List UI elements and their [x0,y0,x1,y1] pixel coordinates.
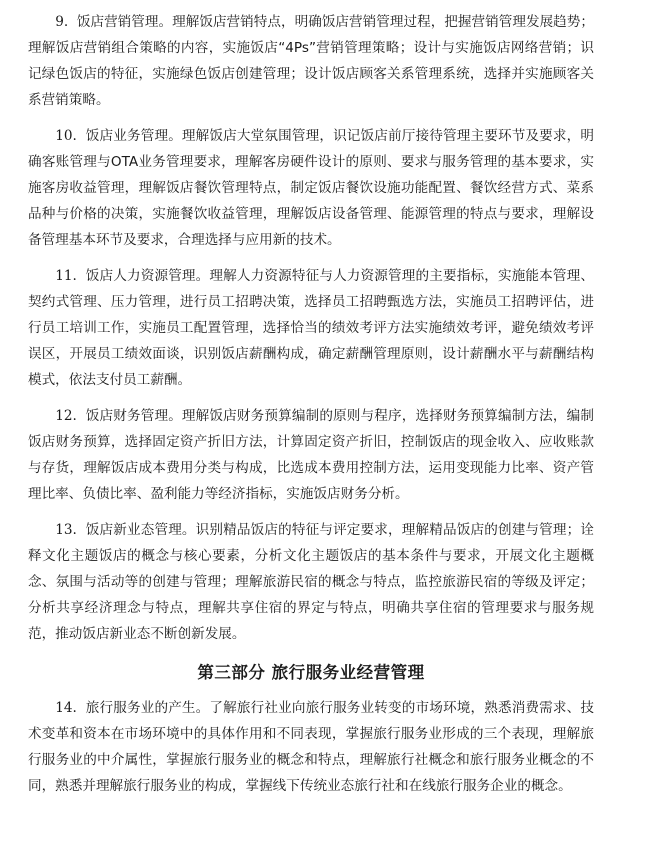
paragraph-text: 饭店营销管理。理解饭店营销特点，明确饭店营销管理过程，把握营销管理发展趋势；理解饭店营销组合策略的内容，实施饭店“4Ps”营销管理策略；设计与实施饭店网络营销；识记绿色饭店的特征，实施绿色饭店创建管理；设计饭店顾客关系管理系统，选择并实施顾客关系营销策略。 [28,14,594,108]
paragraph-number: 12. [55,408,77,424]
paragraph-11 [28,263,594,393]
paragraph-number: 9. [55,14,69,30]
paragraph-number: 11. [55,268,77,284]
paragraph-text: 饭店人力资源管理。理解人力资源特征与人力资源管理的主要指标，实施能本管理、契约式管理、压力管理，进行员工招聘决策，选择员工招聘甄选方法，实施员工招聘评估，进行员工培训工作，实施员工配置管理，选择恰当的绩效考评方法实施绩效考评，避免绩效考评误区，开展员工绩效面谈，识别饭店薪酬构成，确定薪酬管理原则，设计薪酬水平与薪酬结构模式，依法支付员工薪酬。 [28,268,594,388]
section-title: 第三部分 旅行服务业经营管理 [197,663,425,682]
paragraph-12 [28,403,594,507]
paragraph-number: 10. [55,128,77,144]
paragraph-14 [28,695,594,799]
paragraph-text: 饭店业务管理。理解饭店大堂氛围管理，识记饭店前厅接待管理主要环节及要求，明确客账管理与OTA业务管理要求，理解客房硬件设计的原则、要求与服务管理的基本要求，实施客房收益管理，理解饭店餐饮管理特点，制定饭店餐饮设施功能配置、餐饮经营方式、菜系品种与价格的决策，实施餐饮收益管理，理解饭店设备管理、能源管理的特点与要求，理解设备管理基本环节及要求，合理选择与应用新的技术。 [28,128,594,248]
paragraph-text: 饭店新业态管理。识别精品饭店的特征与评定要求，理解精品饭店的创建与管理；诠释文化主题饭店的概念与核心要素，分析文化主题饭店的基本条件与要求，开展文化主题概念、氛围与活动等的创建与管理；理解旅游民宿的概念与特点，监控旅游民宿的等级及评定；分析共享经济理念与特点，理解共享住宿的界定与特点，明确共享住宿的管理要求与服务规范，推动饭店新业态不断创新发展。 [28,522,594,642]
paragraph-text: 饭店财务管理。理解饭店财务预算编制的原则与程序，选择财务预算编制方法，编制饭店财务预算，选择固定资产折旧方法，计算固定资产折旧，控制饭店的现金收入、应收账款与存货，理解饭店成本费用分类与构成，比选成本费用控制方法，运用变现能力比率、资产管理比率、负债比率、盈利能力等经济指标，实施饭店财务分析。 [28,408,594,502]
paragraph-text: 旅行服务业的产生。了解旅行社业向旅行服务业转变的市场环境，熟悉消费需求、技术变革和资本在市场环境中的具体作用和不同表现，掌握旅行服务业形成的三个表现，理解旅行服务业的中介属性，掌握旅行服务业的概念和特点，理解旅行社概念和旅行服务业概念的不同，熟悉并理解旅行服务业的构成，掌握线下传统业态旅行社和在线旅行服务企业的概念。 [28,700,594,794]
paragraph-9 [28,9,594,113]
paragraph-number: 14. [55,700,77,716]
paragraph-10 [28,123,594,253]
document-page [28,0,594,799]
paragraph-number: 13. [55,522,77,538]
paragraph-13 [28,517,594,647]
